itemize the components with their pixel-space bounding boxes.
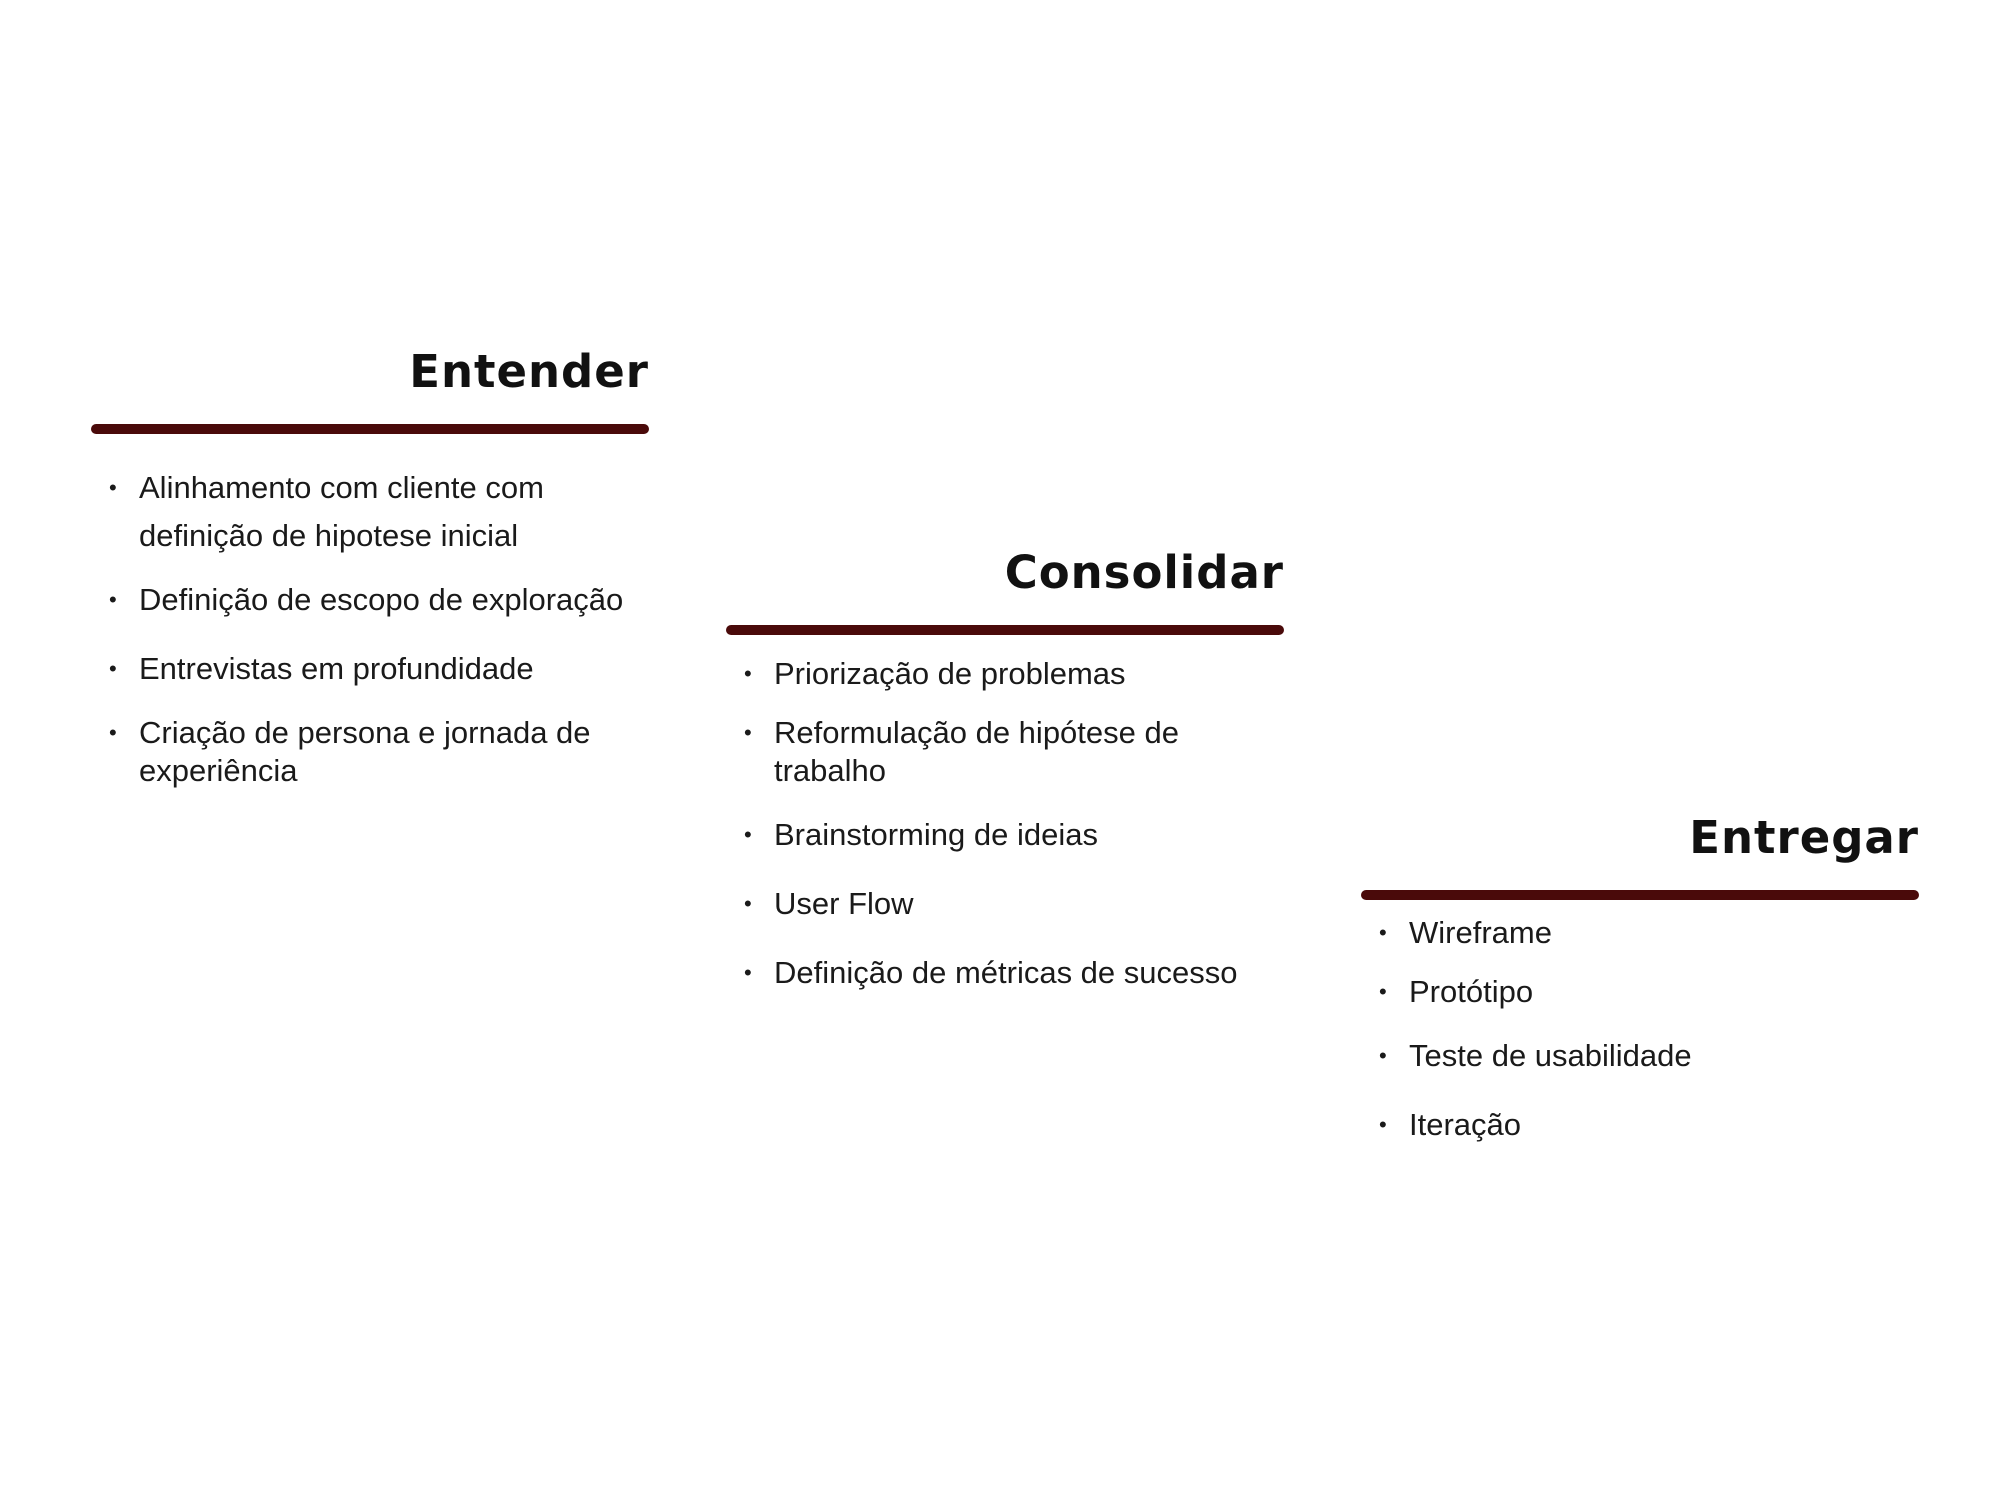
stage-item-list: [726, 655, 1284, 992]
list-item: [744, 954, 1284, 992]
stage-item-list: [91, 464, 649, 790]
list-item: [744, 816, 1284, 854]
list-item-text: Wireframe: [1409, 915, 1552, 950]
list-item-text: Teste de usabilidade: [1409, 1038, 1692, 1073]
bullet-icon: •: [744, 891, 752, 916]
list-item-text: Brainstorming de ideias: [774, 817, 1098, 852]
list-item-text: Priorização de problemas: [774, 656, 1126, 691]
stage-divider: [91, 424, 649, 434]
list-item: [109, 714, 649, 790]
list-item-text: Alinhamento com cliente com definição de hipotese inicial: [139, 470, 544, 553]
bullet-icon: •: [1379, 979, 1387, 1004]
stage-divider: [726, 625, 1284, 635]
bullet-icon: •: [1379, 1112, 1387, 1137]
list-item: [109, 464, 649, 560]
list-item-text: User Flow: [774, 886, 914, 921]
bullet-icon: •: [744, 720, 752, 745]
list-item: [1379, 914, 1919, 952]
list-item-text: Definição de métricas de sucesso: [774, 955, 1238, 990]
list-item: [1379, 1106, 1919, 1144]
list-item-text: Criação de persona e jornada de experiência: [139, 715, 591, 788]
bullet-icon: •: [109, 720, 117, 745]
list-item: [744, 885, 1284, 923]
bullet-icon: •: [1379, 1043, 1387, 1068]
bullet-icon: •: [744, 661, 752, 686]
stage-divider: [1361, 890, 1919, 900]
stage-consolidar: [726, 543, 1284, 992]
stage-title: Consolidar: [1004, 546, 1284, 599]
bullet-icon: •: [109, 475, 117, 500]
list-item: [109, 581, 649, 619]
list-item-text: Definição de escopo de exploração: [139, 582, 624, 617]
stage-entregar: [1361, 808, 1919, 1144]
bullet-icon: •: [744, 960, 752, 985]
list-item-text: Reformulação de hipótese de trabalho: [774, 715, 1179, 788]
bullet-icon: •: [744, 822, 752, 847]
list-item-text: Iteração: [1409, 1107, 1522, 1142]
stage-title: Entender: [409, 345, 649, 398]
list-item: [744, 714, 1284, 790]
bullet-icon: •: [109, 656, 117, 681]
bullet-icon: •: [109, 587, 117, 612]
list-item: [109, 650, 649, 688]
stage-title: Entregar: [1689, 811, 1919, 864]
stage-item-list: [1361, 914, 1919, 1144]
list-item: [1379, 1037, 1919, 1075]
list-item: [1379, 973, 1919, 1011]
list-item-text: Entrevistas em profundidade: [139, 651, 534, 686]
list-item: [744, 655, 1284, 693]
bullet-icon: •: [1379, 920, 1387, 945]
stage-entender: [91, 342, 649, 790]
list-item-text: Protótipo: [1409, 974, 1534, 1009]
